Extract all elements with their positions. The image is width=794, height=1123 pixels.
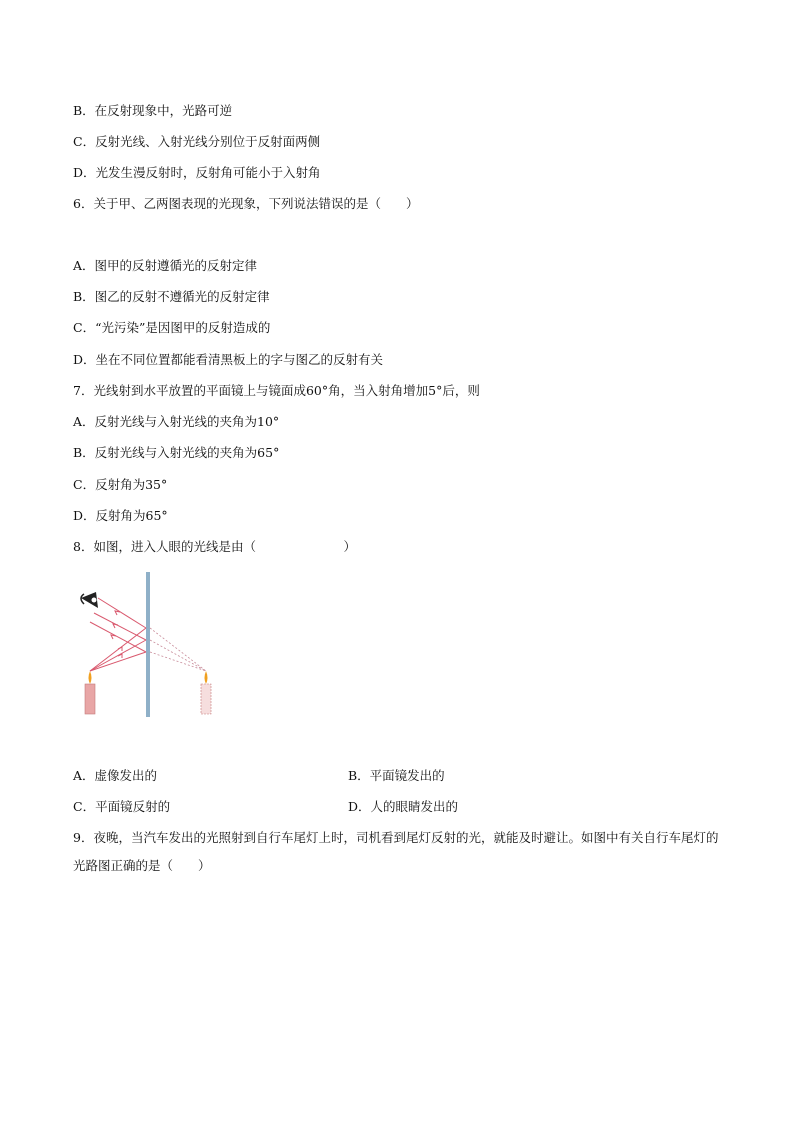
q8-option-d: D．人的眼睛发出的 (348, 799, 459, 814)
q6-option-c: C．“光污染”是因图甲的反射造成的 (73, 320, 271, 335)
q8-option-b: B．平面镜发出的 (348, 768, 445, 783)
q7-option-d: D．反射角为65° (73, 508, 168, 523)
plane-mirror (146, 572, 150, 717)
mirror-diagram (76, 570, 221, 720)
q9-stem: 9．夜晚，当汽车发出的光照射到自行车尾灯上时，司机看到尾灯反射的光，就能及时避让。如图中有关自行车尾灯的光路图正确的是（ ） (73, 830, 719, 873)
q7-option-b: B．反射光线与入射光线的夹角为65° (73, 445, 280, 460)
q5-option-b: B．在反射现象中，光路可逆 (73, 103, 233, 118)
eye-icon (81, 592, 98, 608)
q7-option-c: C．反射角为35° (73, 477, 168, 492)
q7-option-a: A．反射光线与入射光线的夹角为10° (73, 414, 280, 429)
candle-icon (85, 671, 95, 714)
light-rays (90, 598, 146, 671)
q6-option-a: A．图甲的反射遵循光的反射定律 (73, 258, 258, 273)
mirror-reflection-figure (76, 570, 221, 723)
q6-option-b: B．图乙的反射不遵循光的反射定律 (73, 289, 270, 304)
q6-option-d: D．坐在不同位置都能看清黑板上的字与图乙的反射有关 (73, 352, 384, 367)
candle-image-icon (201, 671, 211, 714)
q8-stem: 8．如图，进入人眼的光线是由（ ） (73, 539, 356, 554)
q5-option-c: C．反射光线、入射光线分别位于反射面两侧 (73, 134, 321, 149)
q6-stem: 6．关于甲、乙两图表现的光现象，下列说法错误的是（ ） (73, 196, 419, 211)
q8-option-a: A．虚像发出的 (73, 768, 158, 783)
q7-stem: 7．光线射到水平放置的平面镜上与镜面成60°角，当入射角增加5°后，则 (73, 383, 480, 398)
virtual-rays (150, 628, 206, 671)
q5-option-d: D．光发生漫反射时，反射角可能小于入射角 (73, 165, 321, 180)
q8-option-c: C．平面镜反射的 (73, 799, 171, 814)
